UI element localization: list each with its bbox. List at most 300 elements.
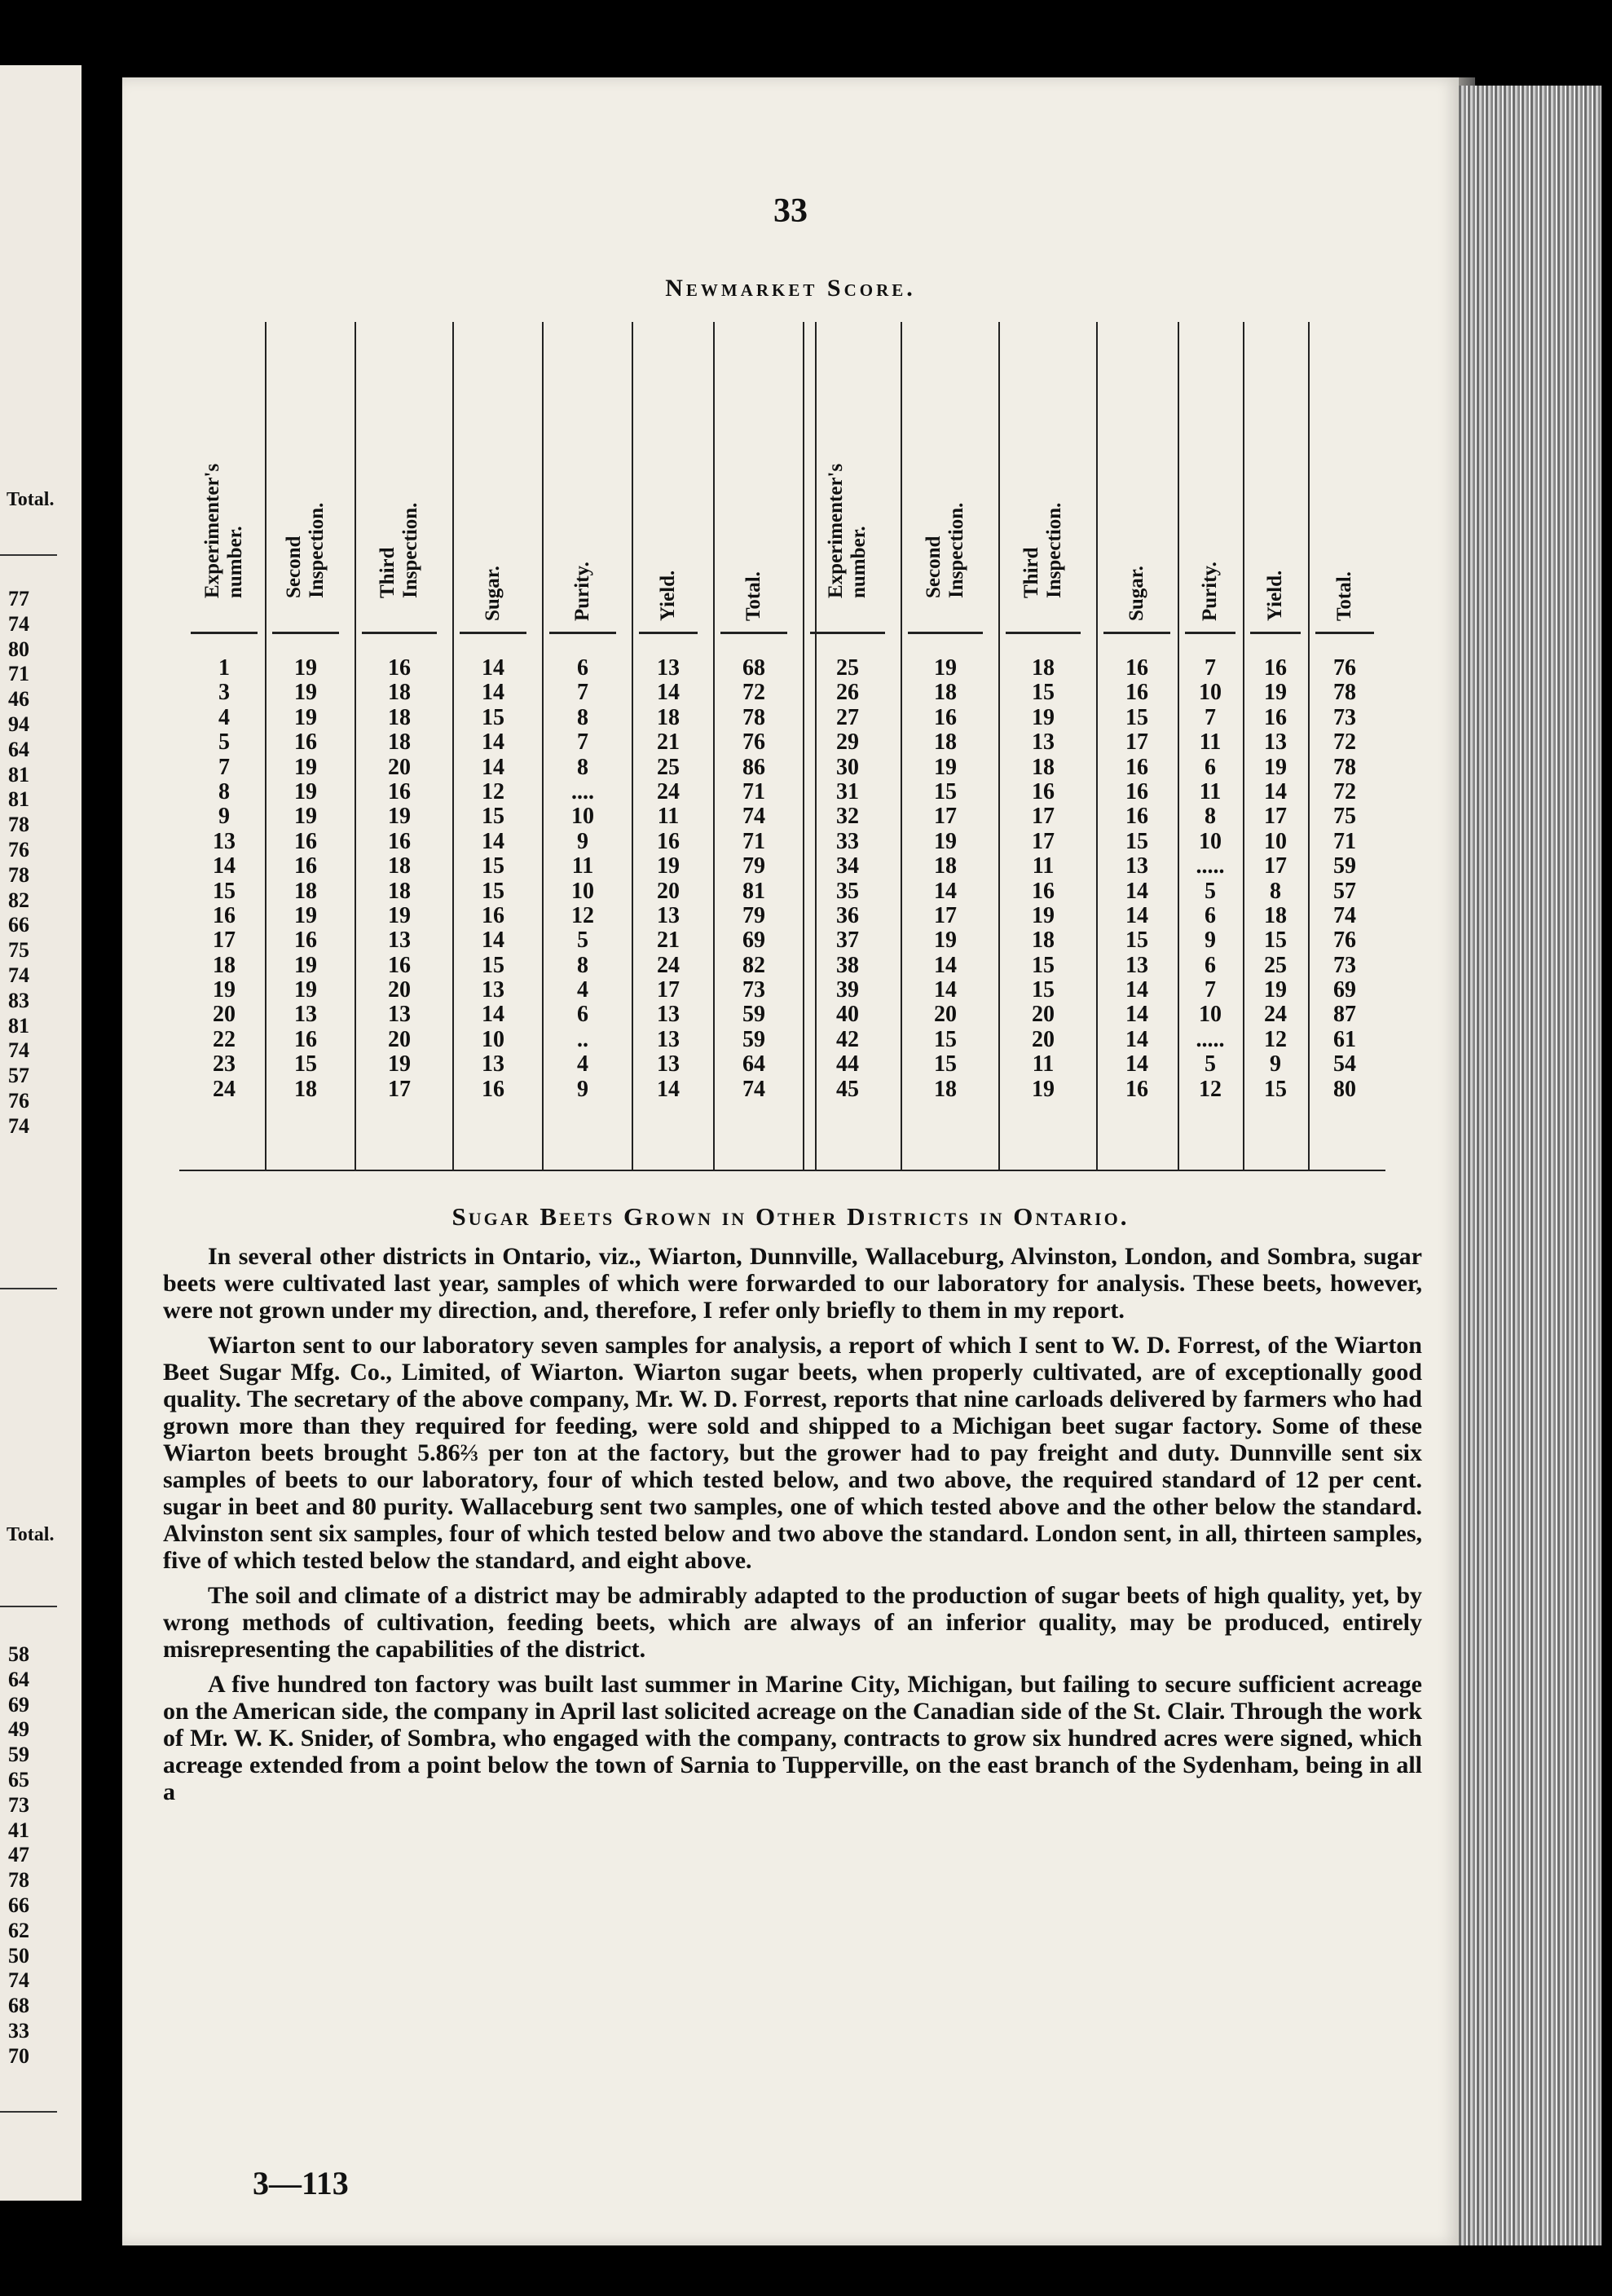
header-rule: [720, 632, 787, 634]
table-cell: 79: [742, 853, 765, 879]
table-column: [1312, 656, 1377, 1102]
table-cell: 18: [657, 704, 680, 730]
left-total-value: 73: [8, 1792, 29, 1817]
left-total-value: 50: [8, 1943, 29, 1968]
table-cell: 59: [742, 1026, 765, 1052]
table-cell: 36: [836, 902, 859, 928]
table-cell: 14: [482, 729, 504, 756]
table-cell: 14: [934, 977, 957, 1003]
table-cell: 14: [1125, 902, 1148, 928]
table-cell: 18: [294, 878, 317, 904]
table-cell: 20: [657, 878, 680, 904]
table-cell: 19: [1264, 680, 1287, 706]
table-bottom-rule: [179, 1170, 1385, 1171]
table-cell: 74: [1333, 902, 1356, 928]
table-cell: 17: [1032, 828, 1055, 854]
table-cell: 17: [934, 902, 957, 928]
table-cell: 13: [388, 928, 411, 954]
table-cell: 20: [388, 1026, 411, 1052]
table-column: [807, 656, 888, 1102]
left-rule: [0, 554, 57, 556]
table-cell: 7: [1205, 655, 1216, 681]
table-cell: 76: [1333, 928, 1356, 954]
left-total-column-top: [8, 587, 29, 1139]
table-cell: 19: [388, 804, 411, 830]
body-text: [163, 1243, 1422, 1813]
table-cell: 19: [294, 804, 317, 830]
table-cell: 15: [1032, 977, 1055, 1003]
table-cell: 14: [213, 853, 236, 879]
experimenter-number-header: Experimenter's number.: [825, 463, 870, 598]
table-cell: 12: [1264, 1026, 1287, 1052]
left-total-value: 74: [8, 963, 29, 987]
left-total-value: 75: [8, 938, 29, 963]
table-cell: 72: [742, 680, 765, 706]
table-cell: 14: [657, 1076, 680, 1102]
left-total-value: 78: [8, 862, 29, 887]
table-cell: 14: [657, 680, 680, 706]
table-cell: 78: [1333, 680, 1356, 706]
table-cell: 4: [218, 704, 230, 730]
table-cell: 13: [1125, 952, 1148, 978]
table-cell: 20: [1032, 1026, 1055, 1052]
table-cell: 16: [482, 1076, 504, 1102]
table-cell: 18: [388, 853, 411, 879]
table-cell: 13: [482, 977, 504, 1003]
table-cell: 19: [1032, 1076, 1055, 1102]
total-header: Total.: [742, 571, 764, 621]
left-total-column-bottom: [8, 1642, 29, 2069]
table-cell: 16: [1264, 704, 1287, 730]
left-total-value: 64: [8, 737, 29, 761]
table-cell: 13: [1264, 729, 1287, 756]
table-cell: 20: [1032, 1002, 1055, 1028]
left-total-value: 71: [8, 662, 29, 686]
table-cell: 20: [388, 754, 411, 780]
table-cell: 44: [836, 1051, 859, 1077]
column-rule: [452, 322, 454, 1170]
second-inspection-header: Second Inspection.: [283, 502, 328, 598]
table-cell: 78: [1333, 754, 1356, 780]
left-total-value: 74: [8, 1113, 29, 1138]
third-inspection-header: Third Inspection.: [1020, 502, 1065, 598]
table-cell: 15: [934, 1026, 957, 1052]
table-cell: 16: [1125, 680, 1148, 706]
table-cell: 25: [1264, 952, 1287, 978]
table-cell: 26: [836, 680, 859, 706]
table-cell: 10: [482, 1026, 504, 1052]
table-cell: 18: [294, 1076, 317, 1102]
table-cell: 5: [1205, 1051, 1216, 1077]
header-rule: [272, 632, 339, 634]
table-cell: 16: [1125, 1076, 1148, 1102]
table-cell: 13: [657, 1002, 680, 1028]
table-cell: 13: [213, 828, 236, 854]
left-total-value: 81: [8, 787, 29, 812]
table-cell: 19: [388, 1051, 411, 1077]
table-cell: 14: [482, 828, 504, 854]
table-cell: 71: [742, 778, 765, 804]
table-cell: 10: [1264, 828, 1287, 854]
left-rule: [0, 1606, 57, 1607]
paragraph: A five hundred ton factory was built last summer in Marine City, Michigan, but failing to secure sufficient acreage on the American side, the company in April last solicited acreage on the Canadian side of the St. Clair. Through the work of Mr. W. K. Snider, of Sombra, who engaged with the company, contracts to grow six hundred acres were signed, which acreage extended from a point below the town of Sarnia to Tupperville, on the east branch of the Sydenham, being in all a: [163, 1671, 1422, 1805]
left-total-value: 74: [8, 1038, 29, 1063]
table-cell: 11: [1199, 778, 1222, 804]
table-cell: 35: [836, 878, 859, 904]
table-cell: 16: [657, 828, 680, 854]
table-cell: 15: [213, 878, 236, 904]
header-rule: [549, 632, 616, 634]
table-cell: 17: [1125, 729, 1148, 756]
table-cell: 38: [836, 952, 859, 978]
paragraph: In several other districts in Ontario, viz., Wiarton, Dunnville, Wallaceburg, Alvinston, London, and Sombra, sugar beets were cultivated last year, samples of which were forwarded to our laboratory for analysis. These beets, however, were not grown under my direction, and, therefore, I refer only briefly to them in my report.: [163, 1243, 1422, 1324]
table-cell: 87: [1333, 1002, 1356, 1028]
table-cell: 19: [294, 952, 317, 978]
table-cell: 17: [1264, 853, 1287, 879]
table-cell: 9: [218, 804, 230, 830]
table-cell: 19: [388, 902, 411, 928]
table-cell: 37: [836, 928, 859, 954]
table-cell: 19: [294, 655, 317, 681]
paragraph: Wiarton sent to our laboratory seven samples for analysis, a report of which I sent to W. D. Forrest, of the Wiarton Beet Sugar Mfg. Co., Limited, of Wiarton. Wiarton sugar beets, when properly cultivated, are of exceptionally good quality. The secretary of the above company, Mr. W. D. Forrest, reports that nine carloads delivered by farmers who had grown more than they required for feeding, were sold and shipped to a Michigan beet sugar factory. Some of these Wiarton beets brought 5.86⅔ per ton at the factory, but the grower had to pay freight and duty. Dunnville sent six samples of beets to our laboratory, four of which tested below, and two above, the required standard of 12 per cent. sugar in beet and 80 purity. Wallaceburg sent two samples, one of which tested above and the other below the standard. Alvinston sent six samples, four of which tested below and two above the standard. London sent, in all, thirteen samples, five of which tested below the standard, and eight above.: [163, 1332, 1422, 1574]
table-cell: 59: [742, 1002, 765, 1028]
table-cell: 14: [482, 928, 504, 954]
table-cell: 17: [388, 1076, 411, 1102]
table-cell: 19: [213, 977, 236, 1003]
column-rule: [713, 322, 715, 1170]
table-cell: 27: [836, 704, 859, 730]
table-column: [636, 656, 701, 1102]
table-cell: 16: [388, 655, 411, 681]
left-total-value: 69: [8, 1692, 29, 1716]
table-cell: 17: [213, 928, 236, 954]
table-cell: 16: [1125, 778, 1148, 804]
paragraph: The soil and climate of a district may be admirably adapted to the production of sugar beets of high quality, yet, by wrong methods of cultivation, feeding beets, which are always of an inferior quality, may be produced, entirely misrepresenting the capabilities of the district.: [163, 1582, 1422, 1663]
table-cell: 19: [1264, 754, 1287, 780]
column-rule: [632, 322, 633, 1170]
table-cell: 16: [388, 778, 411, 804]
left-total-value: 64: [8, 1667, 29, 1691]
table-cell: 15: [1032, 680, 1055, 706]
table-cell: 12: [482, 778, 504, 804]
table-cell: 19: [294, 778, 317, 804]
column-rule: [998, 322, 1000, 1170]
table-cell: 9: [1205, 928, 1216, 954]
table-cell: 40: [836, 1002, 859, 1028]
table-cell: 18: [388, 729, 411, 756]
table-cell: 61: [1333, 1026, 1356, 1052]
left-total-value: 94: [8, 712, 29, 736]
left-rule: [0, 2111, 57, 2113]
table-cell: 76: [1333, 655, 1356, 681]
table-cell: 16: [934, 704, 957, 730]
header-rule: [191, 632, 258, 634]
table-cell: 15: [482, 853, 504, 879]
table-cell: 19: [934, 754, 957, 780]
section-title: Sugar Beets Grown in Other Districts in Ontario.: [451, 1202, 1130, 1231]
table-cell: 13: [388, 1002, 411, 1028]
table-cell: 13: [294, 1002, 317, 1028]
second-inspection-header: Second Inspection.: [923, 502, 967, 598]
header-rule: [362, 632, 437, 634]
table-cell: 32: [836, 804, 859, 830]
experimenter-number-header: Experimenter's number.: [201, 463, 246, 598]
table-cell: 24: [213, 1076, 236, 1102]
table-cell: 4: [577, 1051, 588, 1077]
table-cell: 7: [1205, 704, 1216, 730]
table-cell: 7: [218, 754, 230, 780]
table-cell: 16: [1032, 778, 1055, 804]
table-cell: 69: [742, 928, 765, 954]
table-column: [717, 656, 791, 1102]
table-cell: 42: [836, 1026, 859, 1052]
table-cell: 13: [657, 1026, 680, 1052]
table-cell: 16: [294, 729, 317, 756]
table-cell: 16: [294, 828, 317, 854]
sugar-header: Sugar.: [482, 566, 504, 621]
table-cell: 16: [1125, 655, 1148, 681]
table-cell: 15: [934, 1051, 957, 1077]
table-cell: 18: [388, 680, 411, 706]
left-total-value: 70: [8, 2043, 29, 2068]
header-rule: [639, 632, 698, 634]
table-cell: 71: [1333, 828, 1356, 854]
table-cell: 17: [934, 804, 957, 830]
table-cell: 16: [1264, 655, 1287, 681]
left-total-value: 58: [8, 1642, 29, 1666]
table-cell: 14: [1125, 1002, 1148, 1028]
table-column: [269, 656, 342, 1102]
table-cell: 8: [1270, 878, 1281, 904]
table-cell: 7: [577, 729, 588, 756]
table-cell: 19: [934, 655, 957, 681]
left-total-value: 82: [8, 888, 29, 912]
table-cell: 8: [1205, 804, 1216, 830]
table-cell: 82: [742, 952, 765, 978]
table-cell: 13: [1125, 853, 1148, 879]
table-cell: 10: [571, 804, 594, 830]
table-cell: 25: [836, 655, 859, 681]
table-cell: 17: [1264, 804, 1287, 830]
table-cell: 6: [577, 1002, 588, 1028]
table-cell: 71: [742, 828, 765, 854]
left-total-value: 47: [8, 1843, 29, 1867]
column-rule: [1308, 322, 1310, 1170]
left-total-value: 78: [8, 813, 29, 837]
table-cell: 18: [388, 704, 411, 730]
table-cell: 18: [1032, 754, 1055, 780]
table-cell: 15: [294, 1051, 317, 1077]
purity-header: Purity.: [571, 562, 593, 621]
left-facing-page: [0, 65, 81, 2201]
table-cell: 5: [577, 928, 588, 954]
table-cell: 14: [1125, 1026, 1148, 1052]
table-cell: 69: [1333, 977, 1356, 1003]
left-total-value: 76: [8, 837, 29, 862]
table-cell: 86: [742, 754, 765, 780]
table-cell: 15: [1125, 828, 1148, 854]
table-title: Newmarket Score.: [665, 275, 916, 302]
table-cell: 72: [1333, 778, 1356, 804]
table-cell: 13: [482, 1051, 504, 1077]
table-cell: 10: [1199, 1002, 1222, 1028]
table-cell: 14: [1125, 878, 1148, 904]
left-total-value: 81: [8, 762, 29, 787]
third-inspection-header: Third Inspection.: [377, 502, 421, 598]
table-cell: 39: [836, 977, 859, 1003]
table-cell: 30: [836, 754, 859, 780]
table-cell: 16: [1032, 878, 1055, 904]
table-cell: 33: [836, 828, 859, 854]
table-cell: 64: [742, 1051, 765, 1077]
table-cell: 76: [742, 729, 765, 756]
left-total-value: 74: [8, 611, 29, 636]
table-cell: ....: [571, 778, 594, 804]
table-cell: 19: [657, 853, 680, 879]
table-cell: 18: [388, 878, 411, 904]
table-cell: 14: [934, 952, 957, 978]
table-cell: 18: [1032, 928, 1055, 954]
table-cell: 14: [482, 1002, 504, 1028]
table-cell: 57: [1333, 878, 1356, 904]
score-table: [163, 322, 1402, 1170]
table-cell: 54: [1333, 1051, 1356, 1077]
table-cell: 80: [1333, 1076, 1356, 1102]
table-cell: 19: [1032, 902, 1055, 928]
table-column: [1247, 656, 1304, 1102]
table-cell: 15: [482, 804, 504, 830]
table-cell: 73: [1333, 952, 1356, 978]
table-cell: 14: [482, 680, 504, 706]
table-cell: 14: [1125, 1051, 1148, 1077]
header-rule: [908, 632, 983, 634]
left-total-value: 68: [8, 1994, 29, 2018]
table-cell: 7: [577, 680, 588, 706]
left-total-value: 62: [8, 1918, 29, 1942]
table-cell: 23: [213, 1051, 236, 1077]
table-cell: 34: [836, 853, 859, 879]
table-cell: 6: [577, 655, 588, 681]
table-cell: 72: [1333, 729, 1356, 756]
header-rule: [1250, 632, 1301, 634]
left-total-value: 74: [8, 1968, 29, 1993]
table-cell: 19: [1032, 704, 1055, 730]
table-cell: 21: [657, 928, 680, 954]
table-cell: 16: [294, 928, 317, 954]
table-cell: 20: [934, 1002, 957, 1028]
table-cell: 10: [571, 878, 594, 904]
left-total-value: 65: [8, 1767, 29, 1791]
table-cell: 8: [577, 952, 588, 978]
table-cell: 18: [934, 729, 957, 756]
left-total-header-bottom: Total.: [7, 1524, 55, 1545]
total-header: Total.: [1333, 571, 1355, 621]
column-rule: [1243, 322, 1244, 1170]
yield-header: Yield.: [1264, 570, 1286, 621]
table-cell: 68: [742, 655, 765, 681]
table-column: [546, 656, 619, 1102]
column-rule: [901, 322, 902, 1170]
table-cell: 11: [1199, 729, 1222, 756]
header-rule: [1006, 632, 1081, 634]
table-cell: 9: [577, 828, 588, 854]
table-cell: 5: [218, 729, 230, 756]
table-cell: 18: [934, 1076, 957, 1102]
left-total-value: 49: [8, 1717, 29, 1742]
table-cell: 16: [388, 952, 411, 978]
table-column: [1002, 656, 1084, 1102]
left-total-value: 76: [8, 1088, 29, 1113]
table-cell: 9: [1270, 1051, 1281, 1077]
table-cell: 19: [934, 828, 957, 854]
table-cell: 18: [934, 853, 957, 879]
table-cell: 19: [294, 704, 317, 730]
table-cell: 6: [1205, 902, 1216, 928]
left-total-value: 59: [8, 1743, 29, 1767]
table-cell: 24: [657, 952, 680, 978]
table-cell: 7: [1205, 977, 1216, 1003]
table-cell: 11: [657, 804, 680, 830]
table-cell: 17: [657, 977, 680, 1003]
table-cell: 73: [742, 977, 765, 1003]
table-cell: 19: [294, 977, 317, 1003]
table-cell: 16: [294, 1026, 317, 1052]
book-page-edges: [1459, 86, 1601, 2245]
header-rule: [1185, 632, 1235, 634]
table-cell: 21: [657, 729, 680, 756]
left-rule: [0, 1288, 57, 1289]
table-cell: 81: [742, 878, 765, 904]
left-total-value: 80: [8, 637, 29, 661]
table-cell: 31: [836, 778, 859, 804]
table-cell: 13: [657, 1051, 680, 1077]
page-number: 33: [773, 192, 808, 230]
table-column: [359, 656, 440, 1102]
table-cell: 19: [294, 754, 317, 780]
table-cell: 8: [218, 778, 230, 804]
table-cell: 10: [1199, 680, 1222, 706]
table-cell: 9: [577, 1076, 588, 1102]
table-cell: 15: [1264, 1076, 1287, 1102]
table-cell: 14: [1125, 977, 1148, 1003]
table-cell: 16: [294, 853, 317, 879]
table-cell: 25: [657, 754, 680, 780]
table-column: [905, 656, 986, 1102]
left-total-value: 81: [8, 1013, 29, 1038]
header-rule: [810, 632, 885, 634]
book-page: [122, 77, 1459, 2245]
table-cell: 24: [657, 778, 680, 804]
table-cell: 20: [388, 977, 411, 1003]
table-cell: 73: [1333, 704, 1356, 730]
table-column: [456, 656, 530, 1102]
column-rule: [355, 322, 356, 1170]
table-cell: 8: [577, 704, 588, 730]
table-cell: 24: [1264, 1002, 1287, 1028]
left-total-value: 83: [8, 988, 29, 1012]
table-cell: 22: [213, 1026, 236, 1052]
table-cell: 15: [482, 704, 504, 730]
table-cell: 15: [482, 878, 504, 904]
table-cell: 1: [218, 655, 230, 681]
left-total-value: 77: [8, 587, 29, 610]
table-cell: 19: [294, 680, 317, 706]
table-cell: 29: [836, 729, 859, 756]
table-cell: 16: [1125, 804, 1148, 830]
table-cell: 10: [1199, 828, 1222, 854]
table-cell: .....: [1196, 1026, 1225, 1052]
table-cell: 15: [934, 778, 957, 804]
